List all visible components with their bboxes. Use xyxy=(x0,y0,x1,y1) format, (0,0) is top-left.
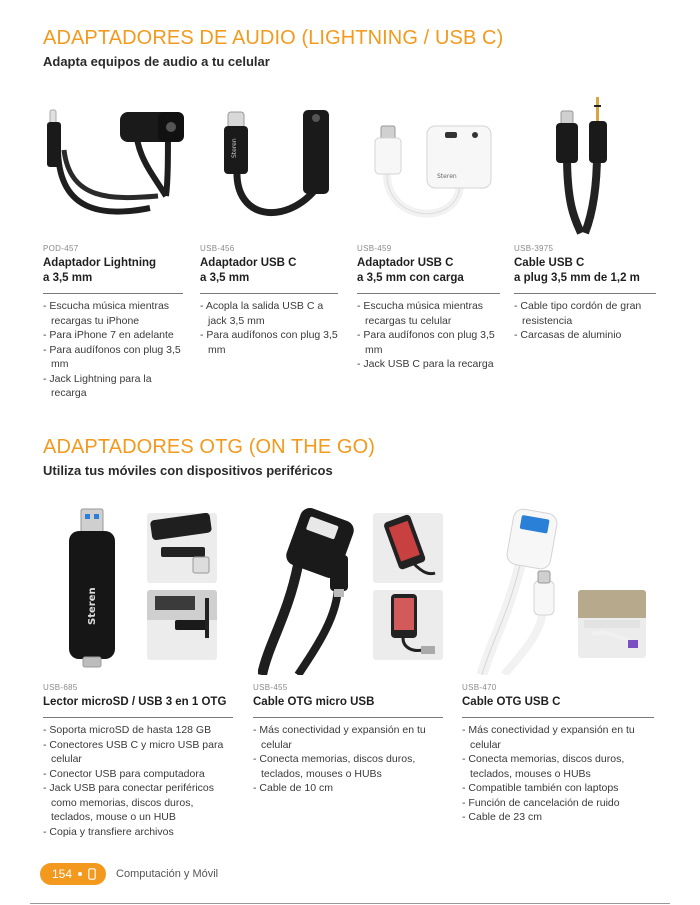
feature-item: - Acopla la salida USB C a jack 3,5 mm xyxy=(200,299,338,328)
product-name: Adaptador USB C a 3,5 mm con carga xyxy=(357,256,500,294)
feature-item: - Para audífonos con plug 3,5 mm xyxy=(200,328,338,357)
product-usb-459 xyxy=(357,244,500,372)
feature-item: - Jack USB para conectar periféricos como memorias, discos duros, teclados, mouse o un HUB xyxy=(43,781,233,825)
product-usb-456 xyxy=(200,244,338,357)
flashdrive-photo-icon xyxy=(373,590,443,660)
otg-section-subtitle: Utiliza tus móviles con dispositivos periféricos xyxy=(43,463,333,478)
feature-item: - Jack USB C para la recarga xyxy=(357,357,500,372)
product-pod-457 xyxy=(43,244,183,401)
product-name: Cable OTG micro USB xyxy=(253,695,443,718)
product-usb-455 xyxy=(253,683,443,796)
svg-text:Steren: Steren xyxy=(437,173,457,180)
footer-divider xyxy=(30,903,670,904)
product-name: Adaptador Lightning a 3,5 mm xyxy=(43,256,183,294)
feature-item: - Cable de 10 cm xyxy=(253,781,443,796)
product-usb-3975 xyxy=(514,244,656,343)
feature-item: - Jack Lightning para la recarga xyxy=(43,372,183,401)
product-sku: USB-455 xyxy=(253,683,288,692)
svg-text:Steren: Steren xyxy=(231,138,238,158)
page-number-badge xyxy=(40,863,106,885)
usbc-charge-adapter-image xyxy=(365,112,500,232)
phone-icon xyxy=(88,868,96,880)
feature-item: - Conector USB para computadora xyxy=(43,767,233,782)
product-features xyxy=(43,723,233,839)
feature-item: - Cable de 23 cm xyxy=(462,810,654,825)
product-name: Lector microSD / USB 3 en 1 OTG xyxy=(43,695,233,718)
product-sku: USB-685 xyxy=(43,683,78,692)
product-sku: USB-459 xyxy=(357,244,392,253)
product-sku: USB-470 xyxy=(462,683,497,692)
feature-item: - Función de cancelación de ruido xyxy=(462,796,654,811)
phone-photo-icon xyxy=(373,513,443,583)
product-usb-470 xyxy=(462,683,654,825)
footer-category: Computación y Móvil xyxy=(116,868,219,880)
feature-item: - Para audífonos con plug 3,5 mm xyxy=(43,343,183,372)
product-usb-685 xyxy=(43,683,233,839)
product-sku: POD-457 xyxy=(43,244,79,253)
feature-item: - Conectores USB C y micro USB para celular xyxy=(43,738,233,767)
usbc-plug-cable-image xyxy=(545,95,615,235)
feature-item: - Para audífonos con plug 3,5 mm xyxy=(357,328,500,357)
usbc-audio-adapter-image xyxy=(215,100,335,235)
product-features xyxy=(462,723,654,825)
usage-photo-reader-phone xyxy=(147,513,217,583)
laptop-photo-icon xyxy=(578,590,646,658)
lightning-adapter-image xyxy=(40,100,190,235)
feature-item: - Copia y transfiere archivos xyxy=(43,825,233,840)
feature-item: - Escucha música mientras recargas tu celular xyxy=(357,299,500,328)
feature-item: - Más conectividad y expansión en tu celular xyxy=(253,723,443,752)
product-sku: USB-456 xyxy=(200,244,235,253)
product-name: Adaptador USB C a 3,5 mm xyxy=(200,256,338,294)
page-footer xyxy=(40,863,218,885)
product-sku: USB-3975 xyxy=(514,244,554,253)
feature-item: - Para iPhone 7 en adelante xyxy=(43,328,183,343)
otg-usbc-cable-image xyxy=(470,505,570,675)
feature-item: - Conecta memorias, discos duros, teclados, mouses o HUBs xyxy=(253,752,443,781)
product-features xyxy=(200,299,338,357)
phone-photo-icon xyxy=(147,513,217,583)
otg-micro-usb-cable-image xyxy=(258,505,368,675)
laptop-photo-icon xyxy=(147,590,217,660)
usage-photo-micro-flash xyxy=(373,590,443,660)
product-name: Cable OTG USB C xyxy=(462,695,654,718)
feature-item: - Compatible también con laptops xyxy=(462,781,654,796)
audio-section-title: ADAPTADORES DE AUDIO (LIGHTNING / USB C) xyxy=(43,27,504,49)
product-name: Cable USB C a plug 3,5 mm de 1,2 m xyxy=(514,256,656,294)
dot-separator-icon xyxy=(78,872,82,876)
usage-photo-usbc-laptop xyxy=(578,590,646,658)
product-features xyxy=(514,299,656,343)
product-features xyxy=(253,723,443,796)
feature-item: - Escucha música mientras recargas tu iPhone xyxy=(43,299,183,328)
feature-item: - Cable tipo cordón de gran resistencia xyxy=(514,299,656,328)
page-number: 154 xyxy=(52,867,73,881)
otg-card-reader-image xyxy=(55,505,135,675)
usage-photo-micro-phone xyxy=(373,513,443,583)
product-features xyxy=(357,299,500,372)
feature-item: - Soporta microSD de hasta 128 GB xyxy=(43,723,233,738)
audio-section-subtitle: Adapta equipos de audio a tu celular xyxy=(43,54,270,69)
usage-photo-reader-laptop xyxy=(147,590,217,660)
feature-item: - Carcasas de aluminio xyxy=(514,328,656,343)
product-features xyxy=(43,299,183,401)
otg-section-title: ADAPTADORES OTG (ON THE GO) xyxy=(43,436,375,458)
svg-text:Steren: Steren xyxy=(87,587,98,625)
feature-item: - Más conectividad y expansión en tu celular xyxy=(462,723,654,752)
feature-item: - Conecta memorias, discos duros, teclados, mouses o HUBs xyxy=(462,752,654,781)
